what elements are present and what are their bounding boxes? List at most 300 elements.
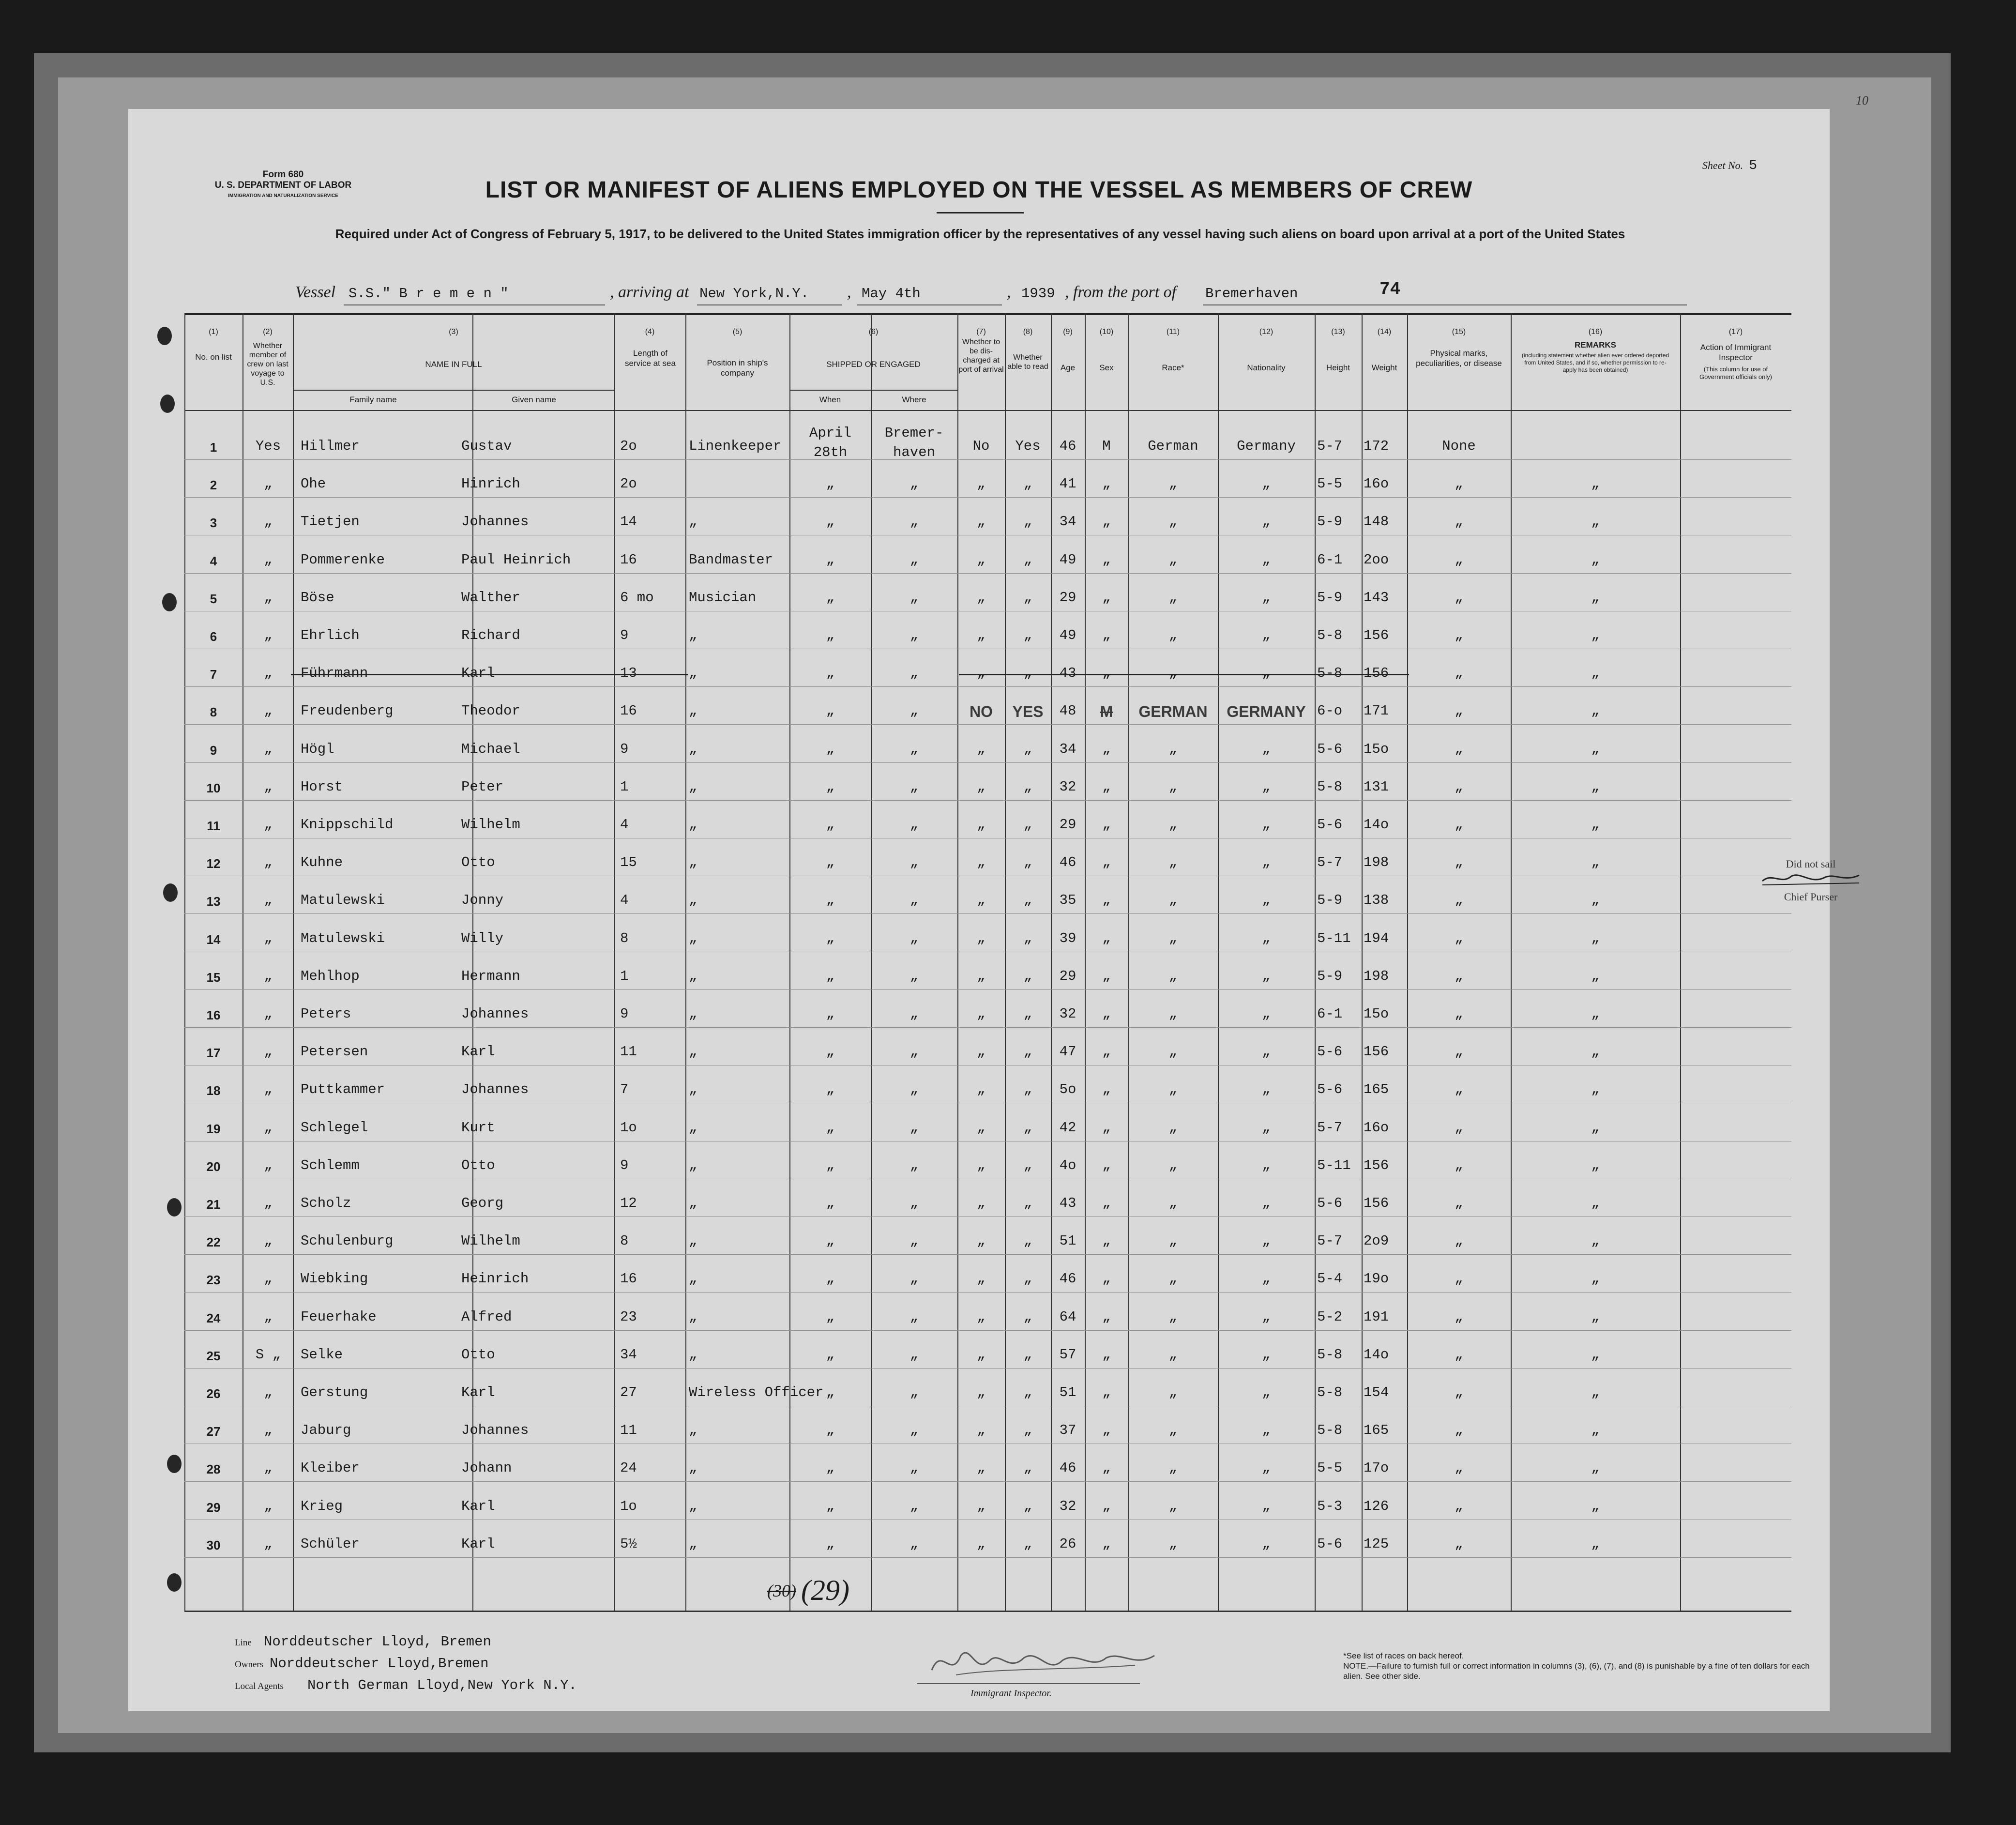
cell-sex: „ bbox=[1102, 854, 1111, 871]
row-number: 28 bbox=[206, 1462, 221, 1477]
cell-read: „ bbox=[1023, 1195, 1032, 1211]
agents-value: North German Lloyd,New York N.Y. bbox=[307, 1677, 577, 1693]
cell-remarks: „ bbox=[1591, 1346, 1600, 1363]
cell-race: „ bbox=[1168, 854, 1178, 871]
cell-position: „ bbox=[689, 968, 697, 984]
cell-given: Wilhelm bbox=[461, 817, 520, 833]
cell-when: „ bbox=[826, 476, 835, 492]
cell-height: 5-8 bbox=[1317, 1422, 1343, 1439]
cell-given: Michael bbox=[461, 741, 520, 757]
header-remarks: REMARKS bbox=[1575, 340, 1616, 350]
cell-race: „ bbox=[1168, 1157, 1178, 1173]
cell-race: „ bbox=[1168, 1346, 1178, 1363]
crew-row bbox=[184, 1410, 1791, 1448]
cell-physical: „ bbox=[1455, 1271, 1463, 1287]
row-number: 23 bbox=[206, 1273, 221, 1288]
cell-where: „ bbox=[909, 930, 919, 946]
cell-member: „ bbox=[264, 627, 273, 643]
cell-member: Yes bbox=[255, 438, 281, 454]
cell-member: „ bbox=[264, 551, 273, 568]
cell-weight: 15o bbox=[1364, 741, 1389, 757]
strike-line bbox=[291, 674, 688, 675]
cell-length: 11 bbox=[620, 1422, 637, 1439]
cell-remarks: „ bbox=[1591, 741, 1600, 757]
cell-position: „ bbox=[689, 627, 697, 643]
sheet-number-value: 5 bbox=[1749, 158, 1757, 173]
cell-discharged: „ bbox=[977, 1536, 985, 1552]
cell-position: „ bbox=[689, 741, 697, 757]
cell-where: „ bbox=[909, 514, 919, 530]
arriving-label: , arriving at bbox=[610, 283, 689, 301]
cell-member: „ bbox=[264, 514, 273, 530]
cell-nationality: „ bbox=[1262, 778, 1271, 795]
cell-length: 16 bbox=[620, 1271, 637, 1287]
cell-discharged: „ bbox=[977, 1195, 985, 1211]
header-remarks-note: (including statement whether alien ever ordered deported from United States, and if so, whether permission to re-apply has been obtained) bbox=[1521, 352, 1669, 373]
header-able-read: Whether able to read bbox=[1007, 353, 1048, 371]
cell-given: Gustav bbox=[461, 438, 512, 454]
cell-when: „ bbox=[826, 1157, 835, 1173]
row-rule bbox=[184, 497, 1791, 498]
cell-race: „ bbox=[1168, 1422, 1178, 1439]
cell-physical: „ bbox=[1455, 1346, 1463, 1363]
cell-height: 6-o bbox=[1317, 703, 1343, 719]
cell-where: „ bbox=[909, 854, 919, 871]
cell-family: Hillmer bbox=[301, 438, 360, 454]
cell-weight: 156 bbox=[1364, 1157, 1389, 1173]
row-number: 21 bbox=[206, 1197, 221, 1212]
row-number: 27 bbox=[206, 1424, 221, 1439]
cell-discharged: „ bbox=[977, 1006, 985, 1022]
cell-nationality: „ bbox=[1262, 1081, 1271, 1098]
cell-position: „ bbox=[689, 1157, 697, 1173]
cell-family: Puttkammer bbox=[301, 1081, 385, 1098]
cell-nationality: „ bbox=[1262, 1536, 1271, 1552]
crew-row bbox=[184, 842, 1791, 880]
cell-member: „ bbox=[264, 968, 273, 984]
cell-physical: „ bbox=[1455, 551, 1463, 568]
cell-where: „ bbox=[909, 665, 919, 682]
row-number: 4 bbox=[210, 553, 217, 568]
cell-position: „ bbox=[689, 778, 697, 795]
cell-given: Otto bbox=[461, 854, 495, 871]
cell-physical: None bbox=[1442, 438, 1476, 454]
cell-where: „ bbox=[909, 1536, 919, 1552]
cell-remarks: „ bbox=[1591, 551, 1600, 568]
cell-where: „ bbox=[909, 1157, 919, 1173]
document-title: LIST OR MANIFEST OF ALIENS EMPLOYED ON THE VESSEL AS MEMBERS OF CREW bbox=[485, 177, 1473, 203]
row-rule bbox=[184, 459, 1791, 460]
cell-position: „ bbox=[689, 1460, 697, 1476]
cell-weight: 198 bbox=[1364, 854, 1389, 871]
header-no-on-list: No. on list bbox=[195, 352, 232, 362]
cell-family: Selke bbox=[301, 1346, 343, 1363]
cell-age: 32 bbox=[1059, 1006, 1076, 1022]
cell-discharged: „ bbox=[977, 854, 985, 871]
cell-race: „ bbox=[1168, 817, 1178, 833]
owners-label: Owners bbox=[235, 1659, 264, 1670]
row-number: 18 bbox=[206, 1083, 221, 1098]
cell-weight: 172 bbox=[1364, 438, 1389, 454]
colnum-10: (10) bbox=[1099, 328, 1114, 336]
cell-when: „ bbox=[826, 1422, 835, 1439]
row-number: 12 bbox=[206, 856, 221, 871]
cell-height: 5-6 bbox=[1317, 1195, 1343, 1211]
cell-position: „ bbox=[689, 1044, 697, 1060]
cell-height: 5-7 bbox=[1317, 438, 1343, 454]
cell-when: „ bbox=[826, 930, 835, 946]
binder-hole bbox=[157, 327, 172, 345]
cell-weight: 156 bbox=[1364, 1195, 1389, 1211]
cell-read: „ bbox=[1023, 854, 1032, 871]
row-rule bbox=[184, 1292, 1791, 1293]
cell-sex: „ bbox=[1102, 1308, 1111, 1325]
cell-when: „ bbox=[826, 1195, 835, 1211]
form-number: Form 680 bbox=[262, 169, 304, 180]
cell-sex: „ bbox=[1102, 1536, 1111, 1552]
cell-member: „ bbox=[264, 1498, 273, 1514]
cell-when: „ bbox=[826, 1233, 835, 1249]
cell-age: 49 bbox=[1059, 627, 1076, 643]
cell-member: „ bbox=[264, 1081, 273, 1098]
cell-position: „ bbox=[689, 1233, 697, 1249]
cell-position: „ bbox=[689, 703, 697, 719]
cell-remarks: „ bbox=[1591, 1195, 1600, 1211]
cell-height: 5-3 bbox=[1317, 1498, 1343, 1514]
cell-position: „ bbox=[689, 1119, 697, 1136]
cell-when: „ bbox=[826, 778, 835, 795]
colnum-2: (2) bbox=[263, 328, 273, 336]
binder-hole bbox=[167, 1455, 182, 1473]
cell-member: „ bbox=[264, 930, 273, 946]
cell-family: Matulewski bbox=[301, 930, 385, 946]
purser-title: Chief Purser bbox=[1784, 891, 1838, 903]
cell-physical: „ bbox=[1455, 627, 1463, 643]
cell-age: 35 bbox=[1059, 892, 1076, 909]
cell-remarks: „ bbox=[1591, 1384, 1600, 1400]
cell-when: „ bbox=[826, 1119, 835, 1136]
cell-given: Heinrich bbox=[461, 1271, 529, 1287]
cell-where: „ bbox=[909, 1006, 919, 1022]
cell-family: Jaburg bbox=[301, 1422, 351, 1439]
cell-height: 5-8 bbox=[1317, 778, 1343, 795]
cell-age: 34 bbox=[1059, 514, 1076, 530]
cell-sex: „ bbox=[1102, 1195, 1111, 1211]
cell-weight: 16o bbox=[1364, 1119, 1389, 1136]
cell-race: GERMAN bbox=[1138, 703, 1208, 721]
cell-age: 37 bbox=[1059, 1422, 1076, 1439]
cell-remarks: „ bbox=[1591, 1081, 1600, 1098]
arriving-port: New York,N.Y. bbox=[699, 286, 809, 302]
cell-discharged: „ bbox=[977, 1044, 985, 1060]
colnum-14: (14) bbox=[1377, 328, 1392, 336]
cell-family: Högl bbox=[301, 741, 334, 757]
cell-physical: „ bbox=[1455, 778, 1463, 795]
cell-member: „ bbox=[264, 892, 273, 909]
cell-when: „ bbox=[826, 817, 835, 833]
header-whether-member: Whether member of crew on last voyage to U.S. bbox=[247, 342, 288, 387]
row-rule bbox=[184, 1481, 1791, 1482]
cell-given: Alfred bbox=[461, 1308, 512, 1325]
header-discharged: Whether to be dis-charged at port of arrival bbox=[958, 338, 1004, 374]
cell-read: „ bbox=[1023, 589, 1032, 606]
row-rule bbox=[184, 686, 1791, 687]
cell-read: „ bbox=[1023, 627, 1032, 643]
cell-where: „ bbox=[909, 1195, 919, 1211]
cell-where: „ bbox=[909, 1384, 919, 1400]
cell-read: „ bbox=[1023, 817, 1032, 833]
cell-read: „ bbox=[1023, 1157, 1032, 1173]
manifest-page bbox=[128, 93, 1868, 1711]
cell-family: Schlemm bbox=[301, 1157, 360, 1173]
cell-race: „ bbox=[1168, 1119, 1178, 1136]
cell-physical: „ bbox=[1455, 1536, 1463, 1552]
cell-discharged: „ bbox=[977, 1157, 985, 1173]
crew-row bbox=[184, 1220, 1791, 1259]
cell-height: 5-9 bbox=[1317, 892, 1343, 909]
cell-length: 16 bbox=[620, 551, 637, 568]
cell-length: 16 bbox=[620, 703, 637, 719]
cell-physical: „ bbox=[1455, 930, 1463, 946]
row-number: 29 bbox=[206, 1500, 221, 1515]
cell-position: Wireless Officer bbox=[689, 1384, 824, 1400]
cell-length: 1o bbox=[620, 1119, 637, 1136]
cell-member: „ bbox=[264, 476, 273, 492]
cell-remarks: „ bbox=[1591, 778, 1600, 795]
purser-signature bbox=[1753, 870, 1869, 888]
cell-sex: „ bbox=[1102, 1233, 1111, 1249]
cell-age: 46 bbox=[1059, 854, 1076, 871]
row-rule bbox=[184, 724, 1791, 725]
binder-hole bbox=[160, 395, 175, 413]
cell-sex: „ bbox=[1102, 778, 1111, 795]
cell-weight: 148 bbox=[1364, 514, 1389, 530]
cell-race: „ bbox=[1168, 778, 1178, 795]
cell-race: „ bbox=[1168, 1384, 1178, 1400]
cell-weight: 194 bbox=[1364, 930, 1389, 946]
cell-length: 7 bbox=[620, 1081, 629, 1098]
cell-weight: 2o9 bbox=[1364, 1233, 1389, 1249]
cell-physical: „ bbox=[1455, 1498, 1463, 1514]
cell-age: 64 bbox=[1059, 1308, 1076, 1325]
cell-given: Johannes bbox=[461, 1081, 529, 1098]
cell-read: „ bbox=[1023, 1044, 1032, 1060]
row-rule bbox=[184, 1330, 1791, 1331]
inspector-signature bbox=[927, 1641, 1159, 1685]
cell-member: S „ bbox=[255, 1346, 281, 1363]
crew-row bbox=[184, 1183, 1791, 1221]
inspector-label: Immigrant Inspector. bbox=[970, 1688, 1052, 1699]
crew-row bbox=[184, 1296, 1791, 1335]
crew-row bbox=[184, 956, 1791, 994]
cell-read: YES bbox=[1012, 703, 1044, 721]
cell-remarks: „ bbox=[1591, 1422, 1600, 1439]
cell-given: Peter bbox=[461, 778, 504, 795]
cell-when: „ bbox=[826, 741, 835, 757]
cell-discharged: „ bbox=[977, 627, 985, 643]
cell-discharged: „ bbox=[977, 930, 985, 946]
crew-row bbox=[184, 804, 1791, 842]
cell-when: „ bbox=[826, 968, 835, 984]
crew-row bbox=[184, 993, 1791, 1032]
crew-row bbox=[184, 501, 1791, 539]
cell-family: Peters bbox=[301, 1006, 351, 1022]
cell-length: 9 bbox=[620, 1157, 629, 1173]
colnum-9: (9) bbox=[1063, 328, 1073, 336]
cell-nationality: „ bbox=[1262, 1157, 1271, 1173]
cell-remarks: „ bbox=[1591, 589, 1600, 606]
cell-length: 11 bbox=[620, 1044, 637, 1060]
cell-length: 1o bbox=[620, 1498, 637, 1514]
row-number: 24 bbox=[206, 1310, 221, 1325]
cell-discharged: „ bbox=[977, 892, 985, 909]
cell-weight: 171 bbox=[1364, 703, 1389, 719]
cell-height: 5-2 bbox=[1317, 1308, 1343, 1325]
cell-nationality: „ bbox=[1262, 476, 1271, 492]
colnum-12: (12) bbox=[1259, 328, 1273, 336]
cell-nationality: „ bbox=[1262, 1460, 1271, 1476]
row-number: 1 bbox=[210, 440, 217, 455]
header-bottom-rule bbox=[184, 410, 1791, 411]
header-physical-marks: Physical marks, peculiarities, or disease bbox=[1416, 349, 1502, 368]
crew-row bbox=[184, 577, 1791, 615]
header-name-in-full: NAME IN FULL bbox=[425, 360, 482, 369]
table-top-rule bbox=[184, 313, 1791, 315]
cell-member: „ bbox=[264, 1536, 273, 1552]
cell-weight: 143 bbox=[1364, 589, 1389, 606]
header-action-inspector: Action of Immigrant Inspector bbox=[1700, 343, 1772, 362]
crew-row bbox=[184, 463, 1791, 502]
cell-weight: 165 bbox=[1364, 1081, 1389, 1098]
header-weight: Weight bbox=[1371, 363, 1397, 372]
cell-sex: „ bbox=[1102, 1157, 1111, 1173]
cell-discharged: „ bbox=[977, 1308, 985, 1325]
cell-nationality: GERMANY bbox=[1227, 703, 1306, 721]
cell-age: 26 bbox=[1059, 1536, 1076, 1552]
cell-read: „ bbox=[1023, 778, 1032, 795]
colnum-3: (3) bbox=[449, 328, 458, 336]
cell-physical: „ bbox=[1455, 1157, 1463, 1173]
cell-remarks: „ bbox=[1591, 968, 1600, 984]
colnum-6: (6) bbox=[868, 328, 879, 336]
corner-number: 10 bbox=[1856, 93, 1868, 107]
cell-member: „ bbox=[264, 1006, 273, 1022]
crew-row bbox=[184, 653, 1791, 691]
cell-discharged: „ bbox=[977, 551, 985, 568]
cell-member: „ bbox=[264, 1271, 273, 1287]
cell-given: Willy bbox=[461, 930, 504, 946]
row-rule bbox=[184, 762, 1791, 763]
cell-where: „ bbox=[909, 1233, 919, 1249]
cell-race: „ bbox=[1168, 476, 1178, 492]
cell-race: „ bbox=[1168, 514, 1178, 530]
cell-physical: „ bbox=[1455, 1422, 1463, 1439]
cell-where: „ bbox=[909, 1308, 919, 1325]
cell-height: 5-9 bbox=[1317, 968, 1343, 984]
name-header-rule bbox=[293, 390, 614, 391]
cell-height: 6-1 bbox=[1317, 551, 1343, 568]
cell-age: 47 bbox=[1059, 1044, 1076, 1060]
cell-length: 2o bbox=[620, 476, 637, 492]
cell-weight: 2oo bbox=[1364, 551, 1389, 568]
cell-discharged: NO bbox=[970, 703, 993, 721]
crew-row bbox=[184, 1107, 1791, 1145]
cell-read: „ bbox=[1023, 968, 1032, 984]
cell-family: Böse bbox=[301, 589, 334, 606]
cell-where: „ bbox=[909, 1044, 919, 1060]
cell-sex: „ bbox=[1102, 589, 1111, 606]
cell-member: „ bbox=[264, 1233, 273, 1249]
cell-when: „ bbox=[826, 1271, 835, 1287]
cell-position: „ bbox=[689, 1308, 697, 1325]
cell-sex: „ bbox=[1102, 1271, 1111, 1287]
cell-physical: „ bbox=[1455, 968, 1463, 984]
cell-nationality: „ bbox=[1262, 1422, 1271, 1439]
cell-race: „ bbox=[1168, 1233, 1178, 1249]
cell-age: 42 bbox=[1059, 1119, 1076, 1136]
cell-height: 5-6 bbox=[1317, 817, 1343, 833]
cell-sex: „ bbox=[1102, 892, 1111, 909]
cell-when: „ bbox=[826, 1536, 835, 1552]
vessel-name-rule bbox=[344, 304, 605, 305]
cell-physical: „ bbox=[1455, 476, 1463, 492]
cell-length: 4 bbox=[620, 892, 629, 909]
department-name: U. S. DEPARTMENT OF LABOR bbox=[214, 180, 352, 190]
binder-hole bbox=[162, 593, 177, 611]
cell-race: „ bbox=[1168, 627, 1178, 643]
arrival-date-rule bbox=[857, 304, 1002, 305]
cell-read: „ bbox=[1023, 551, 1032, 568]
header-action-note: (This column for use of Government officials only) bbox=[1699, 365, 1773, 380]
cell-weight: 17o bbox=[1364, 1460, 1389, 1476]
colnum-15: (15) bbox=[1452, 328, 1466, 336]
cell-height: 5-6 bbox=[1317, 741, 1343, 757]
cell-read: „ bbox=[1023, 476, 1032, 492]
cell-height: 5-6 bbox=[1317, 1081, 1343, 1098]
cell-when: „ bbox=[826, 1384, 835, 1400]
cell-weight: 165 bbox=[1364, 1422, 1389, 1439]
cell-length: 4 bbox=[620, 817, 629, 833]
cell-age: 49 bbox=[1059, 551, 1076, 568]
cell-where: „ bbox=[909, 1460, 919, 1476]
cell-height: 5-11 bbox=[1317, 930, 1351, 946]
cell-age: 32 bbox=[1059, 1498, 1076, 1514]
cell-when: „ bbox=[826, 703, 835, 719]
cell-discharged: „ bbox=[977, 968, 985, 984]
cell-length: 27 bbox=[620, 1384, 637, 1400]
colnum-8: (8) bbox=[1023, 328, 1033, 336]
cell-weight: 131 bbox=[1364, 778, 1389, 795]
cell-when: „ bbox=[826, 665, 835, 682]
row-number: 3 bbox=[210, 516, 217, 531]
crew-row bbox=[184, 880, 1791, 918]
cell-given: Paul Heinrich bbox=[461, 551, 571, 568]
cell-height: 6-1 bbox=[1317, 1006, 1343, 1022]
cell-discharged: No bbox=[972, 438, 990, 454]
cell-read: „ bbox=[1023, 892, 1032, 909]
cell-race: „ bbox=[1168, 665, 1178, 682]
cell-length: 9 bbox=[620, 627, 629, 643]
cell-length: 1 bbox=[620, 778, 629, 795]
cell-weight: 198 bbox=[1364, 968, 1389, 984]
cell-position: „ bbox=[689, 1536, 697, 1552]
cell-sex: „ bbox=[1102, 1044, 1111, 1060]
service-name: IMMIGRATION AND NATURALIZATION SERVICE bbox=[228, 193, 338, 198]
cell-length: 24 bbox=[620, 1460, 637, 1476]
cell-length: 8 bbox=[620, 930, 629, 946]
cell-physical: „ bbox=[1455, 854, 1463, 871]
cell-sex: „ bbox=[1102, 551, 1111, 568]
